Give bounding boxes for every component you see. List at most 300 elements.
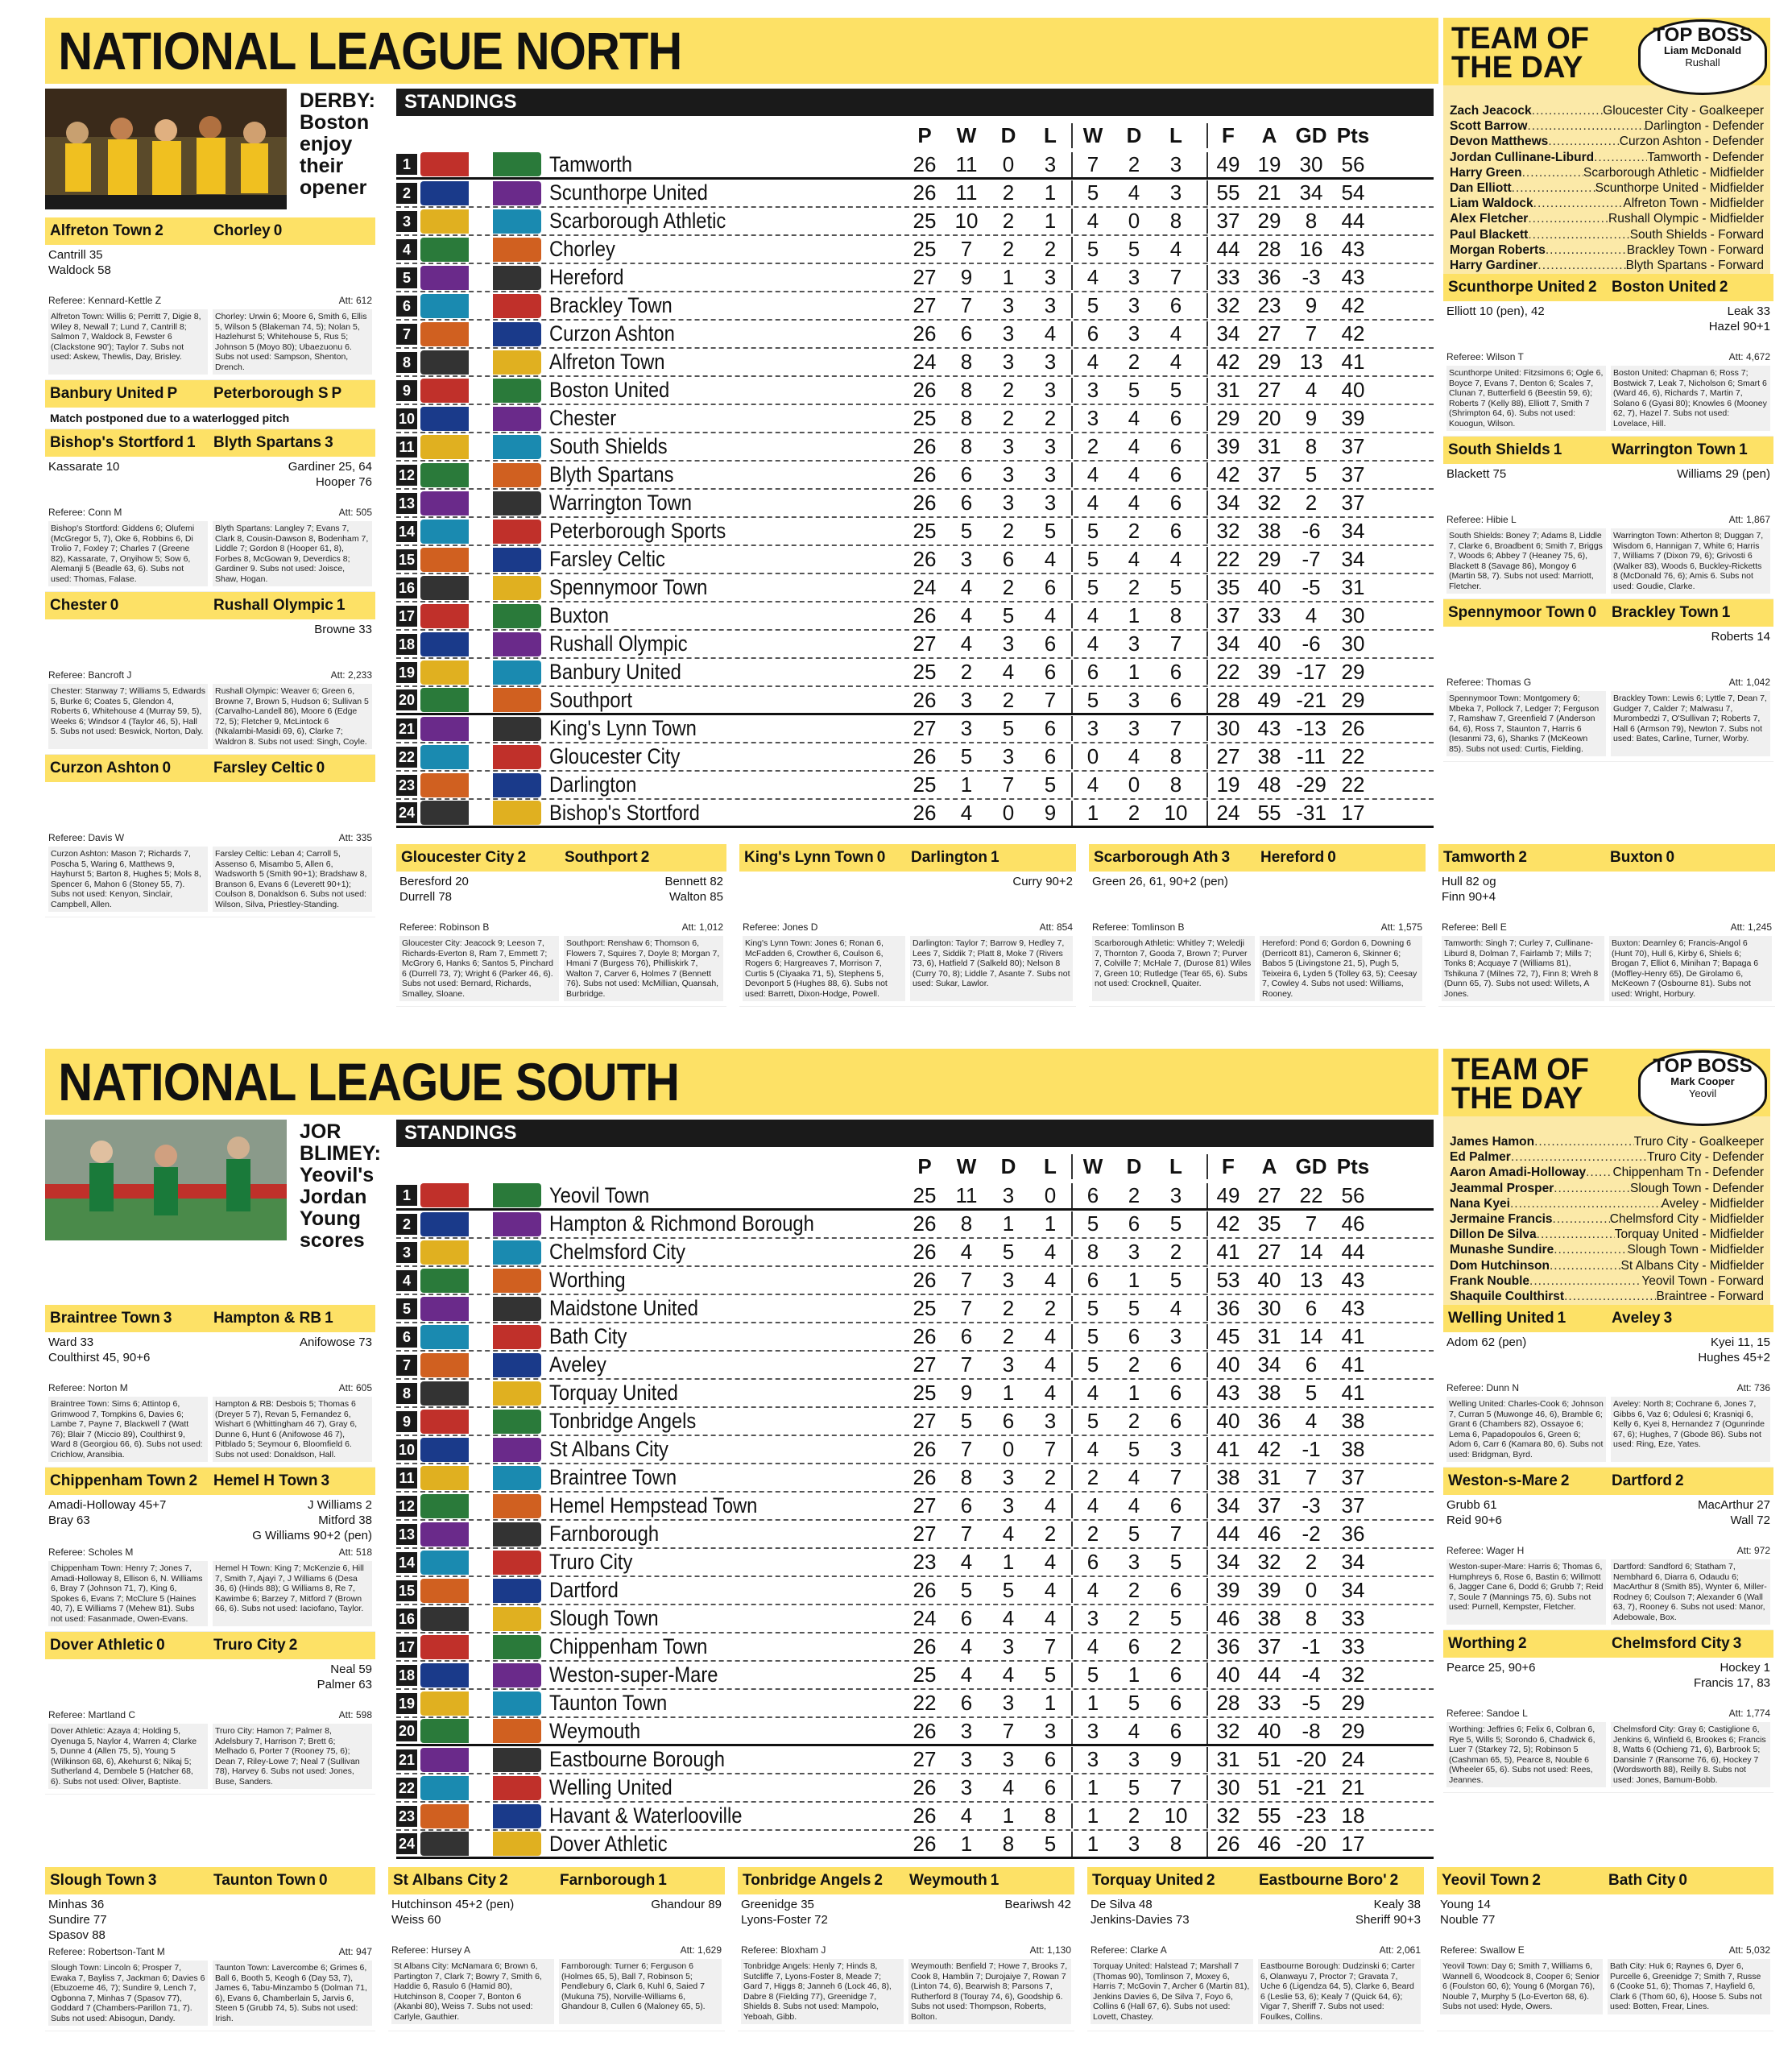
stat-cell: 3 [1169, 1437, 1182, 1461]
attendance: Att: 605 [338, 1382, 372, 1393]
stat-cell: 34 [1341, 547, 1365, 571]
stat-cell: 1 [1071, 1803, 1113, 1828]
stat-cell: 8 [1305, 1606, 1318, 1630]
stat-cell: 5 [1044, 1662, 1057, 1687]
home-lineup: Yeovil Town: Day 6; Smith 7, Williams 6, Wannell 6, Woodcock 8, Cooper 6; Senior 6 (Foulston 60, 6); Young 6 (Morgan 76), Nouble 7, Murphy 5 (Lo-Everton 68, 6). Subs not used: Hyde, Owers. [1440, 1959, 1603, 2014]
stat-cell: 22 [1206, 660, 1248, 685]
stat-cell: 2 [1128, 151, 1140, 176]
tod-player-detail: St Albans City - Midfielder [1620, 1258, 1764, 1273]
away-team: Farnborough [560, 1872, 656, 1889]
stat-cell: 3 [1128, 321, 1140, 346]
column-header-w: W [956, 123, 977, 147]
home-lineup: Worthing: Jeffries 6; Felix 6, Colbran 6, Rye 5, Wills 5; Sorondo 6, Chadwick 6, Luer 7 (Starkey 72, 5); Robinson 5 (Cashman 65, 5), Pearce 8, Nouble 6 (Wheeler 65, 6). Subs not used: Rees, Jeannes. [1446, 1722, 1606, 1787]
stat-cell: 4 [1044, 1578, 1057, 1602]
home-score: 0 [110, 597, 119, 614]
position-badge: 4 [396, 239, 417, 260]
away-score: 2 [1389, 1872, 1399, 1889]
away-team: Dartford [1612, 1472, 1672, 1489]
away-team: Warrington Town [1612, 441, 1736, 458]
attendance: Att: 5,032 [1728, 1944, 1770, 1956]
stat-cell: 56 [1341, 1182, 1365, 1207]
column-header-gd: GD [1295, 1154, 1327, 1178]
stat-cell: 7 [960, 1522, 973, 1546]
home-team: Spennymoor Town [1448, 604, 1585, 621]
match-result [1443, 1305, 1773, 1468]
stat-cell: -31 [1296, 800, 1326, 825]
away-scorers: Browne 33 [314, 623, 372, 636]
stat-cell: -21 [1296, 687, 1326, 712]
tod-player-row [1450, 1227, 1764, 1242]
position-badge: 6 [396, 1327, 417, 1348]
tod-dots [1527, 118, 1644, 134]
home-side [1443, 1635, 1607, 1653]
referee: Referee: Hursey A [391, 1944, 471, 1956]
stat-cell: 6 [1169, 1662, 1182, 1687]
table-row [396, 1774, 1434, 1803]
home-score: 0 [1587, 604, 1597, 621]
away-side [1607, 1310, 1773, 1327]
stat-cell: 8 [960, 1465, 973, 1489]
scorers-block [45, 619, 375, 666]
north-right-results [1443, 274, 1773, 762]
home-side [388, 1872, 555, 1890]
stat-cell: 48 [1257, 772, 1281, 797]
away-lineup: Hemel H Town: King 7; McKenzie 6, Hill 7, Smith 7, Ajayi 7, J Williams 6 (Desa 36, 6) (Hinds 88); G Williams 8, Re 7, Kawimbe 6; Barzey 7, Mitford 7 (Brown 66, 6). Subs not used: Iaciofano, Taylor. [213, 1561, 372, 1626]
team-crest-icon [420, 1183, 541, 1207]
stat-cell: 2 [1002, 237, 1015, 261]
stat-cell: 8 [1169, 1831, 1182, 1856]
position-badge: 21 [396, 1749, 417, 1770]
stat-cell: -13 [1296, 716, 1326, 740]
team-crest-icon [420, 548, 541, 572]
away-lineup: Rushall Olympic: Weaver 6; Green 6, Browne 7, Brown 5, Hudson 6; Sullivan 5 (Carvalho-Landell 86), Moore 6 (Edge 72, 5); Fletcher 9, McLintock 6 (Nkalambi-Masidi 69, 6), Clarke 7; Waldron 8. Subs not used: Singh, Coyle. [213, 684, 372, 749]
position-badge: 16 [396, 1609, 417, 1629]
tod-player-detail: Curzon Ashton - Defender [1619, 135, 1764, 149]
home-score: 2 [188, 1472, 198, 1489]
lineups [45, 845, 375, 917]
stat-cell: 9 [1169, 1747, 1182, 1771]
stat-cell: 5 [1128, 378, 1140, 402]
team-name: Weymouth [549, 1718, 641, 1743]
team-crest-icon [420, 350, 541, 375]
team-crest-icon [420, 1212, 541, 1236]
stat-cell: 28 [1206, 1691, 1248, 1716]
stat-cell: 32 [1206, 1803, 1248, 1828]
table-row [396, 1718, 1434, 1746]
away-team: Buxton [1610, 849, 1663, 866]
stat-cell: 38 [1206, 1465, 1248, 1490]
away-scorers: Anifowose 73 [299, 1335, 372, 1349]
referee-line [45, 829, 375, 845]
away-side [209, 434, 375, 452]
home-team: Chester [50, 597, 107, 614]
stat-cell: -11 [1297, 744, 1326, 768]
home-team: Banbury United [50, 385, 164, 402]
referee-line [1438, 918, 1775, 934]
stat-cell: 5 [960, 1409, 973, 1433]
stat-cell: 6 [1044, 631, 1057, 656]
away-scorers: Kealy 38 Sheriff 90+3 [1355, 1898, 1421, 1927]
stat-cell: 5 [1169, 575, 1182, 599]
away-side [1607, 279, 1773, 296]
stat-cell: -20 [1296, 1747, 1326, 1771]
team-name: Scunthorpe United [549, 180, 708, 205]
stat-cell: 27 [913, 1409, 937, 1433]
scorers-block [738, 1894, 1074, 1941]
away-side [1607, 1635, 1773, 1653]
referee: Referee: Davis W [48, 832, 125, 843]
stat-cell: 4 [1128, 462, 1140, 487]
stat-cell: 3 [1128, 687, 1140, 712]
stat-cell: 25 [913, 660, 937, 684]
lineups [45, 682, 375, 754]
stat-cell: 26 [913, 603, 937, 627]
stat-cell: -6 [1302, 519, 1321, 543]
stat-cell: 5 [1128, 237, 1140, 261]
team-crest-icon [420, 1494, 541, 1518]
team-crest-icon [420, 379, 541, 403]
stat-cell: 3 [1044, 265, 1057, 289]
tod-player-name: Dillon De Silva [1450, 1228, 1537, 1242]
stat-cell: 4 [1305, 378, 1318, 402]
referee-line [396, 918, 726, 934]
stat-cell: 3 [1071, 1606, 1113, 1631]
stat-cell: 3 [1002, 1182, 1015, 1207]
stat-cell: 38 [1341, 1437, 1365, 1461]
north-title: NATIONAL LEAGUE NORTH [58, 21, 682, 81]
stat-cell: 5 [1169, 378, 1182, 402]
home-score: 2 [1560, 1472, 1570, 1489]
stat-cell: 4 [1044, 1352, 1057, 1377]
table-row [396, 1493, 1434, 1521]
team-name: Scarborough Athletic [549, 209, 726, 233]
away-score: 1 [990, 1872, 999, 1889]
referee: Referee: Bancroft J [48, 669, 132, 681]
team-name: Brackley Town [549, 293, 673, 317]
scorers-block [1443, 301, 1773, 348]
stat-cell: 34 [1206, 491, 1248, 516]
stat-cell: 6 [960, 1324, 973, 1348]
tod-player-row [1450, 227, 1764, 242]
position-badge: 11 [396, 1468, 417, 1489]
stat-cell: 7 [1002, 772, 1015, 797]
goal-celebration-photo-icon [45, 1120, 287, 1240]
stat-cell: 5 [1305, 1381, 1318, 1405]
team-crest-icon [420, 1776, 541, 1800]
position-badge: 12 [396, 465, 417, 486]
attendance: Att: 2,061 [1379, 1944, 1421, 1956]
position-badge: 12 [396, 1496, 417, 1517]
north-table-body [396, 151, 1434, 828]
referee-line [1443, 1542, 1773, 1558]
stat-cell: 3 [960, 687, 973, 712]
team-crest-icon [420, 1607, 541, 1631]
lineups [1437, 1957, 1773, 2019]
south-team-of-day [1443, 1049, 1770, 1312]
home-score: 3 [147, 1872, 157, 1889]
score-bar [45, 380, 375, 408]
stat-cell: 40 [1206, 1662, 1248, 1687]
team-crest-icon [420, 266, 541, 290]
home-team: Curzon Ashton [50, 760, 159, 776]
tod-player-detail: Yeovil Town - Forward [1641, 1273, 1764, 1288]
position-badge: 5 [396, 267, 417, 288]
table-row [396, 1182, 1434, 1211]
stat-cell: 25 [913, 1182, 937, 1207]
stat-cell: 5 [1071, 1352, 1113, 1377]
stat-cell: 4 [960, 1662, 973, 1687]
stat-cell: 6 [1071, 1183, 1113, 1208]
position-badge: 7 [396, 324, 417, 345]
team-name: Dartford [549, 1578, 619, 1602]
tod-title: TEAM OF THE DAY [1451, 1053, 1589, 1116]
referee: Referee: Kennard-Kettle Z [48, 295, 162, 306]
match-result [45, 429, 375, 592]
tod-player-row [1450, 180, 1764, 196]
stat-cell: 7 [1169, 631, 1182, 656]
stat-cell: 4 [1071, 772, 1113, 797]
stat-cell: 7 [1169, 716, 1182, 740]
stat-cell: 34 [1257, 1352, 1281, 1377]
stat-cell: 6 [960, 491, 973, 515]
stat-cell: 39 [1206, 434, 1248, 459]
lineups [1443, 689, 1773, 761]
team-crest-icon [420, 181, 541, 205]
stat-cell: 25 [913, 406, 937, 430]
home-team: Slough Town [50, 1872, 145, 1889]
home-score: P [167, 385, 178, 402]
match-result [1443, 274, 1773, 437]
match-result [45, 1632, 375, 1795]
referee: Referee: Tomlinson B [1092, 921, 1185, 933]
stat-cell: 4 [960, 631, 973, 656]
table-row [396, 1803, 1434, 1831]
stat-cell: 40 [1206, 1352, 1248, 1377]
stat-cell: 3 [960, 1718, 973, 1743]
stat-cell: 39 [1257, 1578, 1281, 1602]
away-team: Hereford [1260, 849, 1325, 866]
stat-cell: 33 [1341, 1606, 1365, 1630]
stat-cell: 2 [1128, 1803, 1140, 1828]
tod-dots [1528, 227, 1629, 242]
attendance: Att: 518 [338, 1546, 372, 1558]
stat-cell: 8 [1305, 209, 1318, 233]
stat-cell: 36 [1257, 1409, 1281, 1433]
attendance: Att: 1,629 [680, 1944, 722, 1956]
stat-cell: -5 [1302, 1691, 1321, 1715]
team-crest-icon [420, 407, 541, 431]
stat-cell: 4 [1169, 350, 1182, 374]
away-lineup: Bath City: Huk 6; Raynes 6, Dyer 6, Purcelle 6, Greenidge 7; Smith 7, Russe 6 (Cooke 51, 6); Thomas 7, Hayfield 6, Clark 6 (Thom 60, 6), Hoose 5. Subs not used: Botten, Frear, Lines. [1608, 1959, 1770, 2014]
away-team: Eastbourne Boro' [1259, 1872, 1387, 1889]
away-team: Aveley [1612, 1310, 1661, 1327]
stat-cell: 51 [1257, 1747, 1281, 1771]
tod-title: TEAM OF THE DAY [1451, 22, 1589, 85]
stat-cell: 11 [955, 151, 978, 176]
team-crest-icon [420, 294, 541, 318]
stat-cell: 4 [1169, 1296, 1182, 1320]
team-name: Southport [549, 687, 633, 712]
away-lineup: Buxton: Dearnley 6; Francis-Angol 6 (Hunt 70), Hull 6, Kirby 6, Shiels 6; Brogan 7, Elliot 6, Minihan 7; Bapaga 6 (Moffley-Henry 65), De Girolamo 6, McKeown 7 (Osbourne 81). Subs not used: Wright, Horbury. [1609, 936, 1772, 1001]
stat-cell: 4 [1044, 1550, 1057, 1574]
stat-cell: 5 [1169, 1606, 1182, 1630]
stat-cell: -23 [1296, 1803, 1326, 1828]
tod-player-name: Shaquile Coulthirst [1450, 1290, 1565, 1304]
away-scorers: Neal 59 Palmer 63 [317, 1662, 372, 1691]
stat-cell: 6 [1169, 660, 1182, 684]
stat-cell: 4 [1071, 350, 1113, 375]
score-bar [396, 844, 726, 872]
away-scorers: J Williams 2 Mitford 38 G Williams 90+2 (pen) [252, 1498, 372, 1542]
home-scorers: Blackett 75 [1446, 467, 1507, 481]
tod-player-detail: Slough Town - Defender [1629, 1181, 1764, 1195]
stat-cell: 49 [1206, 152, 1248, 177]
stat-cell: 6 [1071, 660, 1113, 685]
stat-cell: 3 [960, 1747, 973, 1771]
stat-cell: 37 [1206, 209, 1248, 234]
away-side [1607, 441, 1773, 459]
stat-cell: 8 [1169, 744, 1182, 768]
referee-line [1087, 1941, 1424, 1957]
stat-cell: 24 [1206, 801, 1248, 826]
home-score: 0 [156, 1637, 165, 1654]
home-scorers: Minhas 36 Sundire 77 Spasov 88 [48, 1898, 107, 1942]
team-name: Slough Town [549, 1606, 659, 1630]
home-score: 2 [1206, 1872, 1215, 1889]
away-side [1607, 1472, 1773, 1490]
match-result [396, 844, 726, 1007]
position-badge: 3 [396, 1242, 417, 1263]
table-row [396, 1633, 1434, 1662]
referee-line [1443, 348, 1773, 364]
stat-cell: 26 [1206, 1832, 1248, 1857]
stat-cell: 5 [1128, 1522, 1140, 1546]
column-header-a: A [1261, 1154, 1277, 1178]
away-lineup: Boston United: Chapman 6; Ross 7; Bostwick 7, Leak 7, Nicholson 6; Smart 6 (Ward 46, 6), Richards 7, Martin 7, Solano 6 (Gyasi 80); Knowles 6 (Mooney 62, 7), Hazel 7. Subs not used: Lovelace, Hill. [1611, 366, 1770, 431]
stat-cell: 27 [1257, 378, 1281, 402]
team-name: Bath City [549, 1324, 627, 1348]
home-lineup: King's Lynn Town: Jones 6; Ronan 6, McFadden 6, Crowther 6, Coulson 6, Rogers 6; Hargreaves 7, Morrison 7, Curtis 5 (Ciyaaka 71, 5), Stephens 5, Devonport 5 (Hughes 88, 6). Subs not used: Barrett, Dixon-Hodge, Powell. [743, 936, 905, 1001]
home-score: 2 [517, 849, 527, 866]
away-side [209, 1637, 375, 1654]
stat-cell: 2 [1128, 519, 1140, 543]
stat-cell: 1 [1044, 1211, 1057, 1236]
tod-player-row [1450, 1181, 1764, 1196]
home-lineup: Chester: Stanway 7; Williams 5, Edwards 5, Burke 6; Coates 5, Glendon 4, Roberts 6, Whitehouse 4 (Murray 59, 5), Weeks 6; Windsor 4 (Taylor 46, 5), Hall 5. Subs not used: Beswick, Norton, Daly. [48, 684, 208, 749]
away-score: 2 [1674, 1472, 1684, 1489]
stat-cell: 26 [913, 180, 937, 205]
stat-cell: 6 [1169, 1409, 1182, 1433]
position-badge: 15 [396, 549, 417, 570]
match-note: Match postponed due to a waterlogged pitch [50, 412, 290, 424]
stat-cell: 38 [1257, 1381, 1281, 1405]
stat-cell: 1 [1044, 180, 1057, 205]
stat-cell: 6 [1169, 491, 1182, 515]
match-result [738, 1867, 1074, 2031]
stat-cell: 4 [1169, 547, 1182, 571]
away-score: 2 [288, 1637, 298, 1654]
stat-cell: 3 [1071, 716, 1113, 741]
team-crest-icon [420, 1579, 541, 1603]
match-result [1443, 437, 1773, 599]
stat-cell: 27 [913, 1493, 937, 1518]
score-bar [1443, 1630, 1773, 1658]
score-bar [45, 217, 375, 245]
column-header-pts: Pts [1336, 123, 1370, 147]
team-crest-icon [420, 604, 541, 628]
stat-cell: 3 [1002, 1634, 1015, 1658]
home-team: Scarborough Ath [1094, 849, 1219, 866]
score-bar [1443, 274, 1773, 301]
position-badge: 10 [396, 1439, 417, 1460]
position-badge: 10 [396, 408, 417, 429]
match-result [1443, 1468, 1773, 1630]
away-score: 1 [991, 849, 999, 866]
celebration-photo-icon [45, 89, 287, 209]
stat-cell: 5 [1044, 772, 1057, 797]
stat-cell: 2 [1128, 350, 1140, 374]
stat-cell: 3 [1044, 378, 1057, 402]
team-crest-icon [420, 773, 541, 797]
tod-player-name: Morgan Roberts [1450, 242, 1546, 257]
stat-cell: 6 [960, 462, 973, 487]
lineups [1443, 1720, 1773, 1792]
tod-player-name: Alex Fletcher [1450, 212, 1529, 226]
match-result [1443, 599, 1773, 762]
tod-player-row [1450, 1196, 1764, 1211]
team-crest-icon [420, 660, 541, 685]
home-lineup: Welling United: Charles-Cook 6; Johnson 7, Curran 5 (Muwonge 46, 6), Bramble 6; Grant 6 (Chambers 82), Ossayoe 6; Lema 6, Papadopoulos 6, Green 6; Adom 6, Carr 6 (Kamara 80, 6). Subs not used: Bridgman, Byrd. [1446, 1397, 1606, 1462]
tod-player-detail: Aveley - Midfielder [1661, 1196, 1764, 1211]
home-lineup: Bishop's Stortford: Giddens 6; Olufemi (McGregor 5, 7), Oke 6, Robbins 6, Di Trolio 7, Foxley 7; Charles 7 (Greene 82), Kassarate, 7, Onyihow 5; Sow 6, Alemanji 5 (Beadle 63, 6). Subs not used: Thomas, Falase. [48, 521, 208, 586]
away-lineup: Darlington: Taylor 7; Barrow 9, Hedley 7, Lees 7, Siddik 7; Platt 8, Moke 7 (Rivers 73, 6), Hatfield 7 (Salkeld 80); Nelson 8 (Curry 70, 8); Liddle 7, Asante 7. Subs not used: Sukar, Lawlor. [910, 936, 1073, 1001]
team-name: Weston-super-Mare [549, 1662, 718, 1687]
south-title: NATIONAL LEAGUE SOUTH [58, 1052, 680, 1112]
stat-cell: 42 [1257, 1437, 1281, 1461]
stat-cell: 8 [960, 434, 973, 458]
team-name: South Shields [549, 434, 668, 458]
stat-cell: 2 [1128, 1606, 1140, 1630]
team-name: Rushall Olympic [549, 631, 688, 656]
stat-cell: 31 [1257, 1465, 1281, 1489]
tod-player-name: Zach Jeacock [1450, 104, 1532, 118]
stat-cell: 3 [1002, 744, 1015, 768]
match-result [1089, 844, 1426, 1007]
stat-cell: 6 [1044, 575, 1057, 599]
away-lineup: Farnborough: Turner 6; Ferguson 6 (Holmes 65, 5), Ball 7, Robinson 5; Pendlebury 6, Clark 6, Kuhl 6, Saied 7 (Mukuna 75), Norville-Williams 6, Ghandour 8, Cullen 6 (Maloney 65, 5). [559, 1959, 722, 2024]
stat-cell: 1 [1128, 603, 1140, 627]
position-badge: 1 [396, 1185, 417, 1206]
stat-cell: 26 [913, 1211, 937, 1236]
tod-dots [1553, 1211, 1610, 1227]
stat-cell: 9 [960, 1381, 973, 1405]
tod-player-name: Harry Gardiner [1450, 259, 1538, 273]
home-lineup: Dover Athletic: Azaya 4; Holding 5, Oyenuga 5, Naylor 4, Warren 4; Clarke 5, Dunne 4 (Allen 75, 5), Young 5 (Wilkinson 68, 6), Akehurst 6; Nikaj 5; Sutherland 4, Dembele 5 (Hatcher 68, 6). Subs not used: Oliver, Baptiste. [48, 1724, 208, 1789]
stat-cell: 27 [913, 265, 937, 289]
tod-player-detail: Slough Town - Midfielder [1627, 1243, 1764, 1257]
table-row [396, 546, 1434, 574]
stat-cell: 38 [1257, 744, 1281, 768]
stat-cell: 5 [1002, 603, 1015, 627]
stat-cell: 8 [1169, 603, 1182, 627]
home-score: 2 [1518, 849, 1527, 866]
position-badge: 8 [396, 352, 417, 373]
stat-cell: 6 [1169, 519, 1182, 543]
away-lineup: Brackley Town: Lewis 6; Lyttle 7, Dean 7, Gudger 7, Calder 7; Malwasu 7, Murombedzi 7, O'Sullivan 7; Roberts 7, Hall 6 (Armson 79), Newton 7. Subs not used: Bates, Carline, Turner, Worby. [1611, 691, 1770, 756]
stat-cell: 9 [1305, 293, 1318, 317]
home-lineup: St Albans City: McNamara 6; Brown 6, Partington 7, Clark 7; Bowry 7, Smith 6, Haddie 6, Rasulo 6 (Hamid 80), Hutchinson 8, Cooper 7, Bonton 6 (Akanbi 80), Weiss 7. Subs not used: Carlyle, Gauthier. [391, 1959, 554, 2024]
stat-cell: 0 [1002, 151, 1015, 176]
